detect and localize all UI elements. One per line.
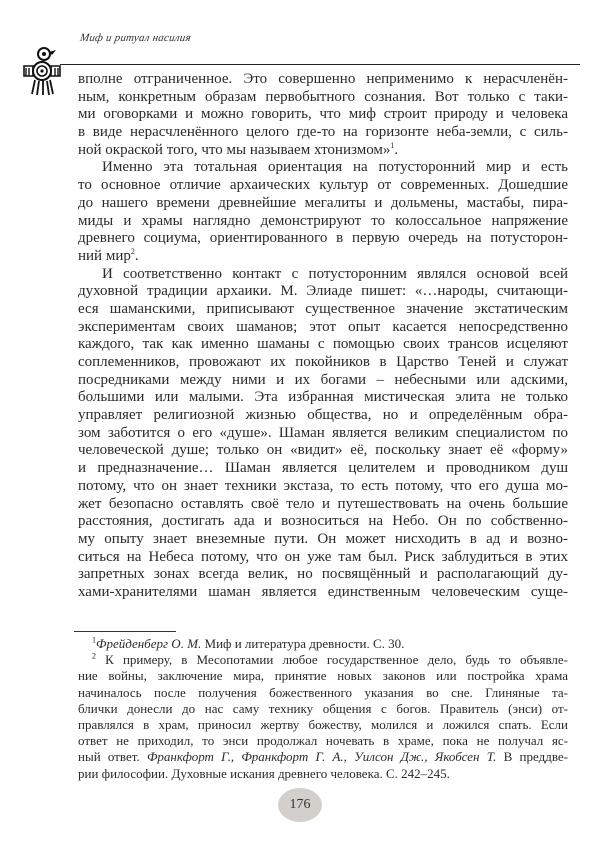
line-text: большими или малыми. Эта избранная мистическая элита не только	[78, 389, 568, 406]
body-line	[78, 336, 568, 354]
body-line	[78, 124, 568, 142]
body-line	[78, 496, 568, 514]
footnote-2-line: ответ не приходил, то энси продолжал ночевать в храме, пока не получал яс-	[78, 733, 568, 749]
footnote-ref[interactable]: 1	[390, 140, 395, 150]
body-line	[78, 106, 568, 124]
line-text: расстояния, достигать ада и возноситься на Небо. Он по собственно-	[78, 513, 568, 530]
body-line	[78, 319, 568, 337]
footnote-marker: 2	[92, 651, 96, 661]
body-line	[78, 425, 568, 443]
footnote-ref[interactable]: 2	[130, 246, 135, 256]
footnote-2-line: ние войны, заключение мира, принятие новых законов или постройка храма	[78, 668, 568, 684]
header-rule	[60, 64, 580, 65]
body-line	[78, 389, 568, 407]
line-text: и предназначение… Шаман является целителем и проводником душ	[78, 460, 568, 477]
body-text	[78, 71, 568, 602]
line-text: жет безопасно оставлять своё тело и путешествовать на очень большие	[78, 495, 568, 512]
line-text: запретных зонах всегда велик, но посвящённый и располагающий ду-	[78, 566, 568, 583]
body-line	[78, 159, 568, 177]
line-text: в виде нерасчленённого целого где-то на горизонте неба-земли, с силь-	[78, 124, 568, 141]
line-text: И соответственно контакт с потусторонним являлся основой всей	[102, 265, 568, 282]
line-text: Именно эта тотальная ориентация на потусторонний мир и есть	[102, 159, 568, 176]
body-line	[78, 407, 568, 425]
body-line	[78, 301, 568, 319]
footnote-rule	[74, 631, 176, 632]
footnote-2-line: блички донесли до нас саму технику общения с богов. Правитель (энси) от-	[78, 700, 568, 716]
body-line	[78, 283, 568, 301]
footnote-author: Франкфорт Г., Франкфорт Г. А., Уилсон Дж., Якобсен Т.	[146, 749, 497, 765]
line-text: ным, конкретным образам первобытного сознания. Вот только с таки-	[78, 88, 568, 105]
punctuation: .	[134, 247, 139, 264]
line-text: посредниками между ними и их богами – небесными или адскими,	[78, 371, 568, 388]
footnote-1	[78, 636, 568, 652]
line-text: еся шаманскими, приписывают существенное значение экстатическим	[78, 300, 568, 317]
body-line	[78, 142, 568, 160]
line-text: миды и храмы наглядно демонстрируют то колоссальное напряжение	[78, 212, 568, 229]
line-text: соплеменников, провожают их покойников в Царство Теней и служат	[78, 354, 568, 370]
footnote-marker: 1	[92, 635, 96, 645]
line-text: потому, что он знает техники экстаза, то есть потому, что его душа мо-	[78, 477, 568, 494]
body-line	[78, 460, 568, 478]
footnote-2-line	[78, 749, 568, 765]
page-number: 176	[278, 788, 322, 822]
line-text: ной окраской того, что мы называем хтонизмом»	[78, 141, 391, 158]
running-title: Миф и ритуал насилия	[79, 32, 192, 44]
body-line	[78, 230, 568, 248]
body-line	[78, 354, 568, 372]
body-line	[78, 177, 568, 195]
body-line	[78, 89, 568, 107]
line-text: вполне отграниченное. Это совершенно неприменимо к нерасчленён-	[78, 71, 568, 87]
footnote-text: В преддве-	[496, 749, 568, 765]
body-line	[78, 213, 568, 231]
body-line	[78, 584, 568, 602]
footnote-2-line: правлялся в храм, приносил жертву божеству, молился и ложился спать. Если	[78, 716, 568, 732]
line-text: духовной традиции архаики. М. Элиаде пишет: «…народы, считающи-	[78, 283, 568, 300]
footnote-2-line: начиналось после получения божественного указания во сне. Глиняные та-	[78, 684, 568, 700]
footnote-text: ный ответ.	[78, 749, 147, 765]
body-line	[78, 71, 568, 89]
body-line	[78, 248, 568, 266]
body-line	[78, 513, 568, 531]
footnotes	[78, 636, 568, 782]
line-text: ний мир	[78, 247, 131, 264]
body-line	[78, 478, 568, 496]
line-text: управляет религиозной жизнью общества, но и определённым обра-	[78, 407, 568, 424]
body-line	[78, 442, 568, 460]
line-text: до нашего времени древнейшие мегалиты и дольмены, мастабы, пира-	[78, 194, 568, 211]
footnote-text: Миф и литература древности. С. 30.	[201, 636, 405, 651]
bird-emblem-icon	[22, 46, 62, 98]
line-text: человеческой душе; только он «видит» её, поскольку знает её «форму»	[78, 442, 568, 459]
footnote-2-line: рии философии. Духовные искания древнего человека. С. 242–245.	[78, 765, 450, 781]
body-line	[78, 372, 568, 390]
line-text: хами-хранителями шаман является единственным человеческим суще-	[78, 583, 568, 600]
line-text: экспериментам своих шаманов; этот опыт касается непосредственно	[78, 318, 568, 335]
line-text: ми оговорками и можно говорить, что миф строит природу и человека	[78, 106, 568, 123]
body-line	[78, 549, 568, 567]
line-text: зом заботится о его «душе». Шаман является великим специалистом по	[78, 424, 568, 441]
line-text: каждого, так как именно шаманы с помощью своих трансов исцеляют	[78, 336, 568, 353]
line-text: то основное отличие архаических культур от современных. Дошедшие	[78, 177, 568, 194]
body-line	[78, 195, 568, 213]
body-line	[78, 266, 568, 284]
footnote-author: Фрейденберг О. М.	[96, 636, 202, 651]
footnote-text: К примеру, в Месопотамии любое государственное дело, будь то объявле-	[105, 652, 569, 668]
body-line	[78, 566, 568, 584]
punctuation: .	[394, 141, 399, 158]
footnote-2-line	[78, 652, 568, 668]
line-text: древнего социума, ориентированного в первую очередь на потусторон-	[78, 230, 568, 247]
line-text: му опыту знает внеземные пути. Он может нисходить в ад и возно-	[78, 530, 568, 547]
line-text: ситься на Небеса потому, что он уже там был. Риск заблудиться в этих	[78, 548, 568, 565]
body-line	[78, 531, 568, 549]
